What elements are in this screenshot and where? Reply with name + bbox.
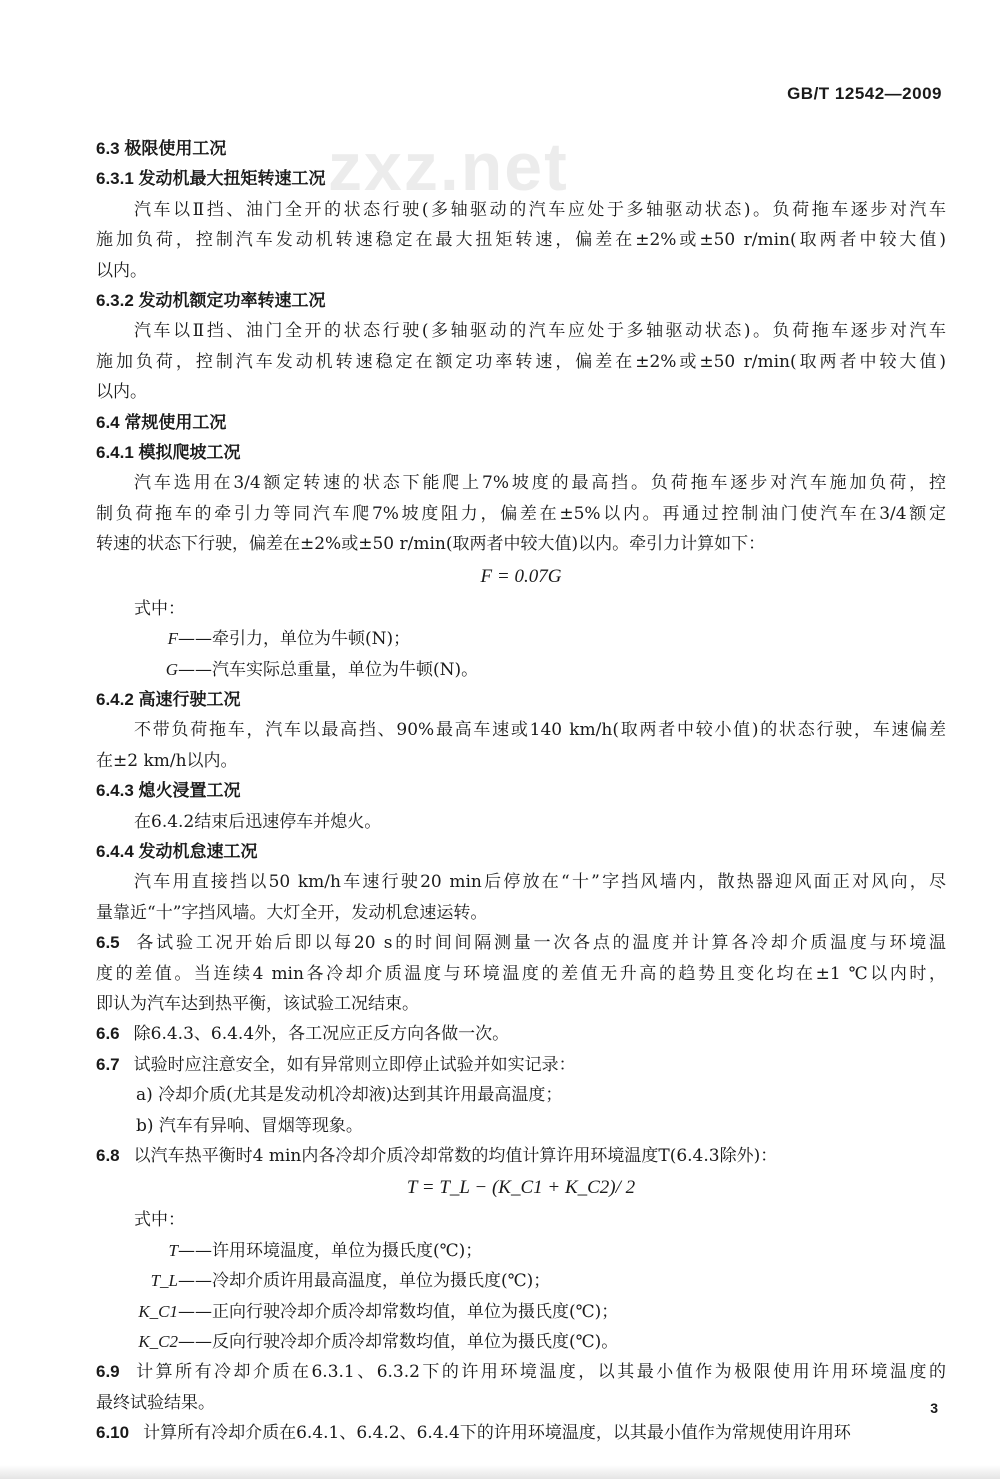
clause-text: 除6.4.3、6.4.4外，各工况应正反方向各做一次。 xyxy=(133,1024,510,1045)
numbered-clause xyxy=(96,1357,946,1387)
definition-text: ——牵引力，单位为牛顿(N)； xyxy=(178,629,411,650)
symbol: K_C1 xyxy=(138,1301,178,1321)
clause-number: 6.10 xyxy=(96,1423,130,1443)
section-heading: 6.4 常规使用工况 xyxy=(96,412,227,432)
section-heading: 6.3.1 发动机最大扭矩转速工况 xyxy=(96,169,326,189)
section-heading: 6.3.2 发动机额定功率转速工况 xyxy=(96,291,326,311)
symbol: F xyxy=(167,629,178,649)
symbol-definitions xyxy=(96,1236,946,1358)
formula: F = 0.07G xyxy=(480,565,562,587)
where-label: 式中： xyxy=(134,1210,185,1231)
paragraph-line: 转速的状态下行驶，偏差在±2%或±50 r/min(取两者中较大值)以内。牵引力计算如下： xyxy=(96,534,766,555)
definition-row xyxy=(134,1327,946,1357)
paragraph-line: 度的差值。当连续4 min各冷却介质温度与环境温度的差值无升高的趋势且变化均在±1 ℃以内时， xyxy=(96,963,946,984)
paragraph-line: 在±2 km/h以内。 xyxy=(96,750,238,771)
symbol-definitions xyxy=(96,624,946,685)
paragraph-line: 汽车用直接挡以50 km/h车速行驶20 min后停放在“十”字挡风墙内，散热器迎风面正对风向，尽 xyxy=(134,872,946,893)
paragraph-line: 施加负荷，控制汽车发动机转速稳定在最大扭矩转速，偏差在±2%或±50 r/min(取两者中较大值) xyxy=(96,230,946,251)
section-heading: 6.3 极限使用工况 xyxy=(96,139,227,158)
paragraph-line: 在6.4.2结束后迅速停车并熄火。 xyxy=(134,811,382,832)
clause-text: 以汽车热平衡时4 min内各冷却介质冷却常数的均值计算许用环境温度T(6.4.3除外)： xyxy=(133,1146,778,1166)
clause-text: 各试验工况开始后即以每20 s的时间间隔测量一次各点的温度并计算各冷却介质温度与环境温 xyxy=(133,933,946,954)
paragraph-line: 不带负荷拖车，汽车以最高挡、90%最高车速或140 km/h(取两者中较小值)的状态行驶，车速偏差 xyxy=(134,720,946,741)
paragraph-line: 以内。 xyxy=(96,382,147,403)
section-heading: 6.4.4 发动机怠速工况 xyxy=(96,841,258,861)
section-heading: 6.4.2 高速行驶工况 xyxy=(96,689,241,709)
paragraph-line: 汽车以Ⅱ挡、油门全开的状态行驶(多轴驱动的汽车应处于多轴驱动状态)。负荷拖车逐步对汽车 xyxy=(134,199,946,220)
numbered-clause xyxy=(96,1141,946,1171)
definition-row xyxy=(134,1236,946,1266)
standard-code-header: GB/T 12542—2009 xyxy=(787,84,942,103)
clause-number: 6.5 xyxy=(96,933,120,953)
symbol: T xyxy=(168,1240,178,1260)
symbol: G xyxy=(165,659,178,679)
paragraph-line: 汽车以Ⅱ挡、油门全开的状态行驶(多轴驱动的汽车应处于多轴驱动状态)。负荷拖车逐步对汽车 xyxy=(134,321,946,342)
symbol: K_C2 xyxy=(138,1332,178,1352)
clause-number: 6.9 xyxy=(96,1362,120,1382)
paragraph-line: 即认为汽车达到热平衡，该试验工况结束。 xyxy=(96,993,419,1014)
paragraph-line: 量靠近“十”字挡风墙。大灯全开，发动机怠速运转。 xyxy=(96,902,488,923)
clause-number: 6.8 xyxy=(96,1146,120,1165)
scan-edge xyxy=(0,1465,1000,1479)
definition-row xyxy=(134,1297,946,1327)
list-item: a) 冷却介质(尤其是发动机冷却液)达到其许用最高温度； xyxy=(136,1085,563,1106)
section-heading: 6.4.3 熄火浸置工况 xyxy=(96,781,241,801)
where-label: 式中： xyxy=(134,598,185,619)
definition-text: ——正向行驶冷却介质冷却常数均值，单位为摄氏度(℃)； xyxy=(178,1301,619,1322)
definition-row xyxy=(134,1266,946,1296)
list-item: b) 汽车有异响、冒烟等现象。 xyxy=(136,1115,363,1136)
definition-text: ——汽车实际总重量，单位为牛顿(N)。 xyxy=(178,659,479,680)
paragraph-line: 汽车选用在3/4额定转速的状态下能爬上7%坡度的最高挡。负荷拖车逐步对汽车施加负荷，控 xyxy=(134,473,946,494)
document-body xyxy=(96,134,946,1449)
formula: T = T_L − (K_C1 + K_C2)/ 2 xyxy=(406,1177,636,1199)
numbered-clause xyxy=(96,1019,946,1049)
paragraph-line: 最终试验结果。 xyxy=(96,1392,215,1413)
definition-text: ——反向行驶冷却介质冷却常数均值，单位为摄氏度(℃)。 xyxy=(178,1332,619,1353)
clause-text: 计算所有冷却介质在6.4.1、6.4.2、6.4.4下的许用环境温度，以其最小值作为常规使用许用环 xyxy=(143,1423,851,1444)
symbol: T_L xyxy=(150,1271,178,1291)
paragraph-line: 以内。 xyxy=(96,260,147,281)
definition-text: ——许用环境温度，单位为摄氏度(℃)； xyxy=(178,1240,483,1261)
clause-number: 6.7 xyxy=(96,1054,120,1074)
watermark: zxz.net xyxy=(328,129,569,205)
clause-text: 试验时应注意安全，如有异常则立即停止试验并如实记录： xyxy=(133,1054,576,1075)
paragraph-line: 施加负荷，控制汽车发动机转速稳定在额定功率转速，偏差在±2%或±50 r/min(取两者中较大值) xyxy=(96,351,946,372)
definition-text: ——冷却介质许用最高温度，单位为摄氏度(℃)； xyxy=(178,1271,551,1292)
numbered-clause xyxy=(96,928,946,958)
paragraph-line: 制负荷拖车的牵引力等同汽车爬7%坡度阻力，偏差在±5%以内。再通过控制油门使汽车在3/4额定 xyxy=(96,503,946,524)
numbered-clause xyxy=(96,1050,946,1080)
page-number: 3 xyxy=(930,1400,938,1416)
clause-number: 6.6 xyxy=(96,1024,120,1044)
definition-row xyxy=(134,655,946,685)
definition-row xyxy=(134,624,946,654)
clause-text: 计算所有冷却介质在6.3.1、6.3.2下的许用环境温度，以其最小值作为极限使用许用环境温度的 xyxy=(133,1362,946,1383)
section-heading: 6.4.1 模拟爬坡工况 xyxy=(96,443,241,463)
numbered-clause xyxy=(96,1418,946,1448)
